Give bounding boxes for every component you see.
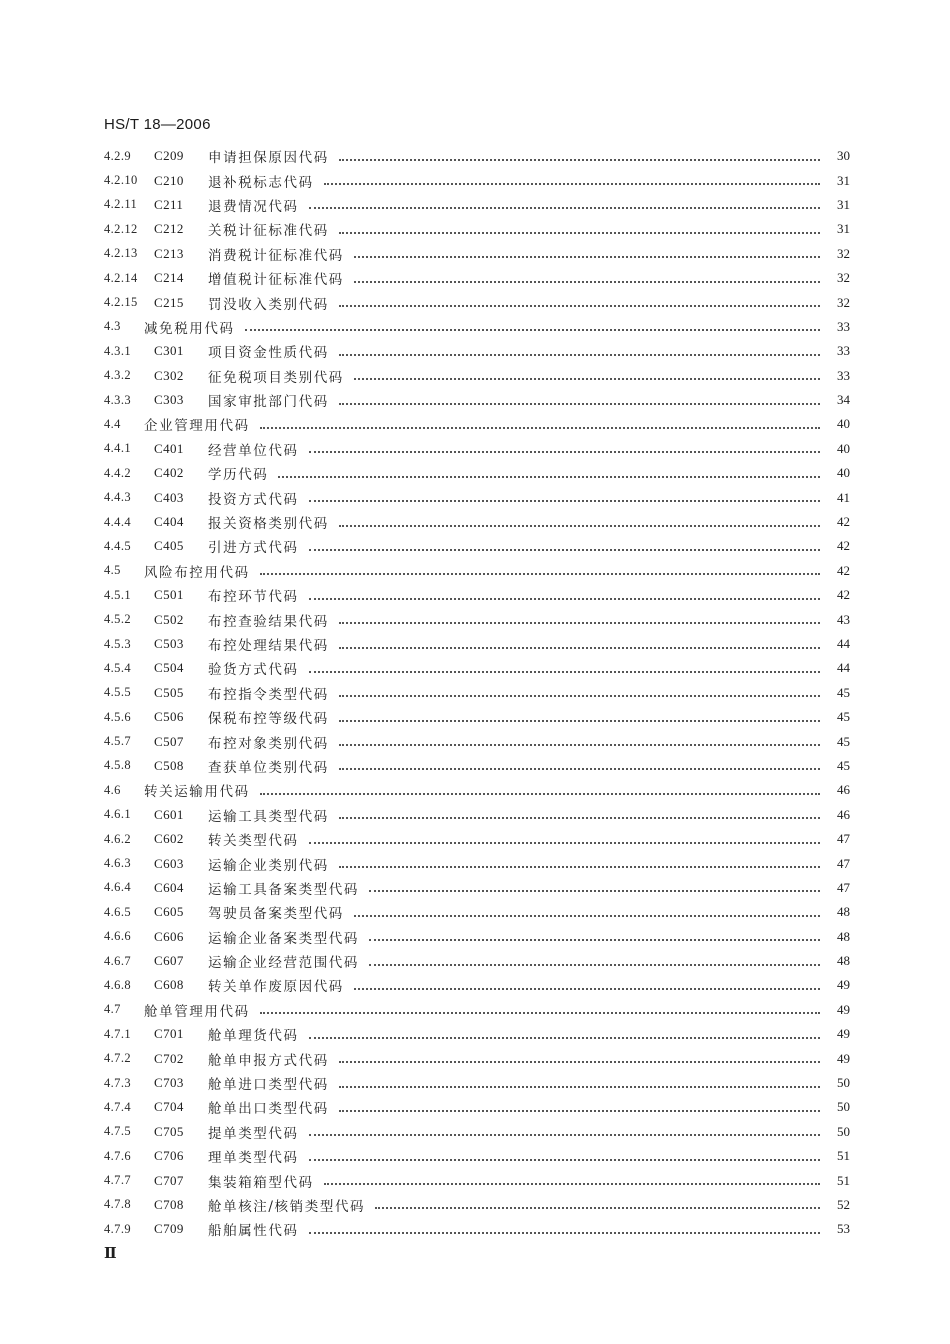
toc-entry-number: 4.2.13 xyxy=(104,246,138,261)
toc-entry-code: C405 xyxy=(154,538,184,554)
toc-entry-number: 4.6.7 xyxy=(104,953,131,968)
toc-entry-number: 4.6 xyxy=(104,782,121,797)
toc-entry[interactable] xyxy=(104,559,850,583)
dot-leader xyxy=(324,1182,820,1185)
toc-entry-page: 44 xyxy=(837,636,850,651)
toc-entry-page: 45 xyxy=(837,733,850,749)
toc-entry-code: C602 xyxy=(154,831,184,847)
toc-entry-number: 4.6.4 xyxy=(104,880,131,895)
toc-entry-code: C215 xyxy=(154,294,184,310)
toc-entry-code: C606 xyxy=(154,928,184,944)
toc-entry-page: 33 xyxy=(837,343,850,359)
dot-leader xyxy=(369,889,820,892)
toc-entry-number: 4.7.2 xyxy=(104,1051,131,1066)
toc-entry-page: 47 xyxy=(837,831,850,847)
toc-entry-code: C214 xyxy=(154,270,184,286)
toc-entry[interactable] xyxy=(104,364,850,388)
toc-entry-page: 49 xyxy=(837,1050,850,1066)
toc-entry-page: 40 xyxy=(837,416,850,432)
toc-entry[interactable] xyxy=(104,949,850,973)
toc-entry-number: 4.4.2 xyxy=(104,465,131,480)
page-number-roman: Ⅱ xyxy=(104,1246,117,1262)
dot-leader xyxy=(309,1231,820,1234)
toc-entry-title: 布控对象类别代码 xyxy=(208,735,329,752)
toc-entry-number: 4.5.1 xyxy=(104,587,131,602)
toc-entry[interactable] xyxy=(104,485,850,509)
toc-entry-code: C401 xyxy=(154,440,184,456)
toc-entry-page: 49 xyxy=(837,1026,850,1042)
toc-entry-code: C706 xyxy=(154,1148,184,1164)
toc-entry-number: 4.5.2 xyxy=(104,612,131,627)
toc-entry[interactable] xyxy=(104,876,850,900)
dot-leader xyxy=(278,475,820,478)
toc-entry-code: C404 xyxy=(154,514,184,530)
toc-entry-title: 退费情况代码 xyxy=(208,198,299,215)
toc-entry-page: 45 xyxy=(837,757,850,773)
toc-entry-number: 4.5.4 xyxy=(104,660,131,675)
toc-entry-title: 舱单进口类型代码 xyxy=(208,1077,329,1094)
dot-leader xyxy=(339,353,820,356)
toc-entry-page: 31 xyxy=(837,172,850,188)
dot-leader xyxy=(260,572,820,575)
toc-entry-page: 43 xyxy=(837,611,850,627)
toc-entry-number: 4.2.11 xyxy=(104,197,138,212)
toc-entry[interactable] xyxy=(104,851,850,875)
toc-entry-title: 舱单核注/核销类型代码 xyxy=(208,1198,366,1215)
toc-entry-number: 4.5.7 xyxy=(104,734,131,749)
toc-entry[interactable] xyxy=(104,437,850,461)
toc-entry[interactable] xyxy=(104,461,850,485)
toc-entry-page: 42 xyxy=(837,562,850,578)
toc-entry[interactable] xyxy=(104,1046,850,1070)
dot-leader xyxy=(324,182,820,185)
toc-entry-page: 31 xyxy=(837,221,850,237)
toc-entry-page: 48 xyxy=(837,928,850,944)
toc-entry-page: 46 xyxy=(837,806,850,822)
toc-entry[interactable] xyxy=(104,290,850,314)
toc-entry-title: 风险布控用代码 xyxy=(144,564,250,581)
toc-entry[interactable] xyxy=(104,583,850,607)
dot-leader xyxy=(339,1109,820,1112)
toc-entry-page: 48 xyxy=(837,904,850,920)
dot-leader xyxy=(354,914,820,917)
toc-entry-title: 退补税标志代码 xyxy=(208,174,314,191)
dot-leader xyxy=(339,719,820,722)
toc-entry-title: 保税布控等级代码 xyxy=(208,711,329,728)
toc-entry-page: 50 xyxy=(837,1099,850,1115)
dot-leader xyxy=(339,621,820,624)
document-code: HS/T 18—2006 xyxy=(104,116,211,133)
toc-entry-number: 4.5.5 xyxy=(104,685,131,700)
toc-entry[interactable] xyxy=(104,1144,850,1168)
toc-entry-page: 51 xyxy=(837,1172,850,1188)
toc-entry-code: C708 xyxy=(154,1196,184,1212)
toc-entry-title: 船舶属性代码 xyxy=(208,1223,299,1240)
dot-leader xyxy=(339,1060,820,1063)
toc-entry-title: 转关类型代码 xyxy=(208,833,299,850)
toc-entry-number: 4.7.1 xyxy=(104,1026,131,1041)
toc-entry-code: C709 xyxy=(154,1221,184,1237)
toc-entry-number: 4.4.4 xyxy=(104,514,131,529)
toc-entry[interactable] xyxy=(104,1193,850,1217)
toc-entry[interactable] xyxy=(104,1022,850,1046)
toc-entry-title: 项目资金性质代码 xyxy=(208,345,329,362)
toc-entry-title: 罚没收入类别代码 xyxy=(208,296,329,313)
toc-entry-title: 验货方式代码 xyxy=(208,662,299,679)
toc-entry-page: 42 xyxy=(837,538,850,554)
toc-entry[interactable] xyxy=(104,827,850,851)
toc-entry-title: 舱单理货代码 xyxy=(208,1028,299,1045)
toc-entry[interactable] xyxy=(104,388,850,412)
toc-entry-title: 舱单管理用代码 xyxy=(144,1003,250,1020)
dot-leader xyxy=(354,377,820,380)
toc-entry-title: 减免税用代码 xyxy=(144,320,235,337)
toc-entry-page: 34 xyxy=(837,392,850,408)
toc-entry-page: 32 xyxy=(837,245,850,261)
toc-entry-page: 33 xyxy=(837,318,850,334)
toc-entry-page: 40 xyxy=(837,440,850,456)
toc-entry-code: C603 xyxy=(154,855,184,871)
toc-entry-title: 经营单位代码 xyxy=(208,442,299,459)
toc-entry[interactable] xyxy=(104,1217,850,1241)
toc-entry-code: C705 xyxy=(154,1123,184,1139)
toc-entry-code: C601 xyxy=(154,806,184,822)
toc-entry-title: 引进方式代码 xyxy=(208,540,299,557)
toc-entry[interactable] xyxy=(104,754,850,778)
toc-entry-number: 4.5.8 xyxy=(104,758,131,773)
dot-leader xyxy=(339,865,820,868)
toc-entry-title: 报关资格类别代码 xyxy=(208,516,329,533)
dot-leader xyxy=(339,646,820,649)
toc-entry[interactable] xyxy=(104,339,850,363)
dot-leader xyxy=(339,524,820,527)
toc-entry[interactable] xyxy=(104,925,850,949)
toc-entry-code: C501 xyxy=(154,587,184,603)
toc-entry-code: C212 xyxy=(154,221,184,237)
toc-entry[interactable] xyxy=(104,1120,850,1144)
toc-entry-number: 4.5.3 xyxy=(104,636,131,651)
dot-leader xyxy=(354,255,820,258)
toc-entry-number: 4.5.6 xyxy=(104,709,131,724)
toc-entry-page: 51 xyxy=(837,1148,850,1164)
toc-entry[interactable] xyxy=(104,778,850,802)
dot-leader xyxy=(369,938,820,941)
toc-entry-page: 50 xyxy=(837,1075,850,1091)
toc-entry-title: 运输企业类别代码 xyxy=(208,857,329,874)
toc-entry[interactable] xyxy=(104,900,850,924)
toc-entry-number: 4.4.5 xyxy=(104,538,131,553)
toc-entry-number: 4.7.7 xyxy=(104,1173,131,1188)
toc-entry-number: 4.3 xyxy=(104,319,121,334)
toc-entry-page: 45 xyxy=(837,684,850,700)
dot-leader xyxy=(260,426,820,429)
toc-entry[interactable] xyxy=(104,315,850,339)
dot-leader xyxy=(339,402,820,405)
toc-entry-number: 4.6.6 xyxy=(104,929,131,944)
dot-leader xyxy=(339,1085,820,1088)
toc-entry-code: C402 xyxy=(154,465,184,481)
dot-leader xyxy=(339,694,820,697)
dot-leader xyxy=(309,450,820,453)
dot-leader xyxy=(339,743,820,746)
dot-leader xyxy=(339,767,820,770)
toc-entry-number: 4.7 xyxy=(104,1002,121,1017)
toc-entry-title: 布控指令类型代码 xyxy=(208,686,329,703)
toc-entry-title: 驾驶员备案类型代码 xyxy=(208,906,344,923)
dot-leader xyxy=(339,304,820,307)
dot-leader xyxy=(309,548,820,551)
toc-entry-title: 运输企业备案类型代码 xyxy=(208,930,359,947)
toc-entry-title: 运输工具类型代码 xyxy=(208,808,329,825)
dot-leader xyxy=(260,792,820,795)
toc-entry-code: C302 xyxy=(154,367,184,383)
toc-entry[interactable] xyxy=(104,1071,850,1095)
toc-entry[interactable] xyxy=(104,803,850,827)
toc-entry-title: 学历代码 xyxy=(208,467,269,484)
table-of-contents xyxy=(104,144,850,1242)
toc-entry[interactable] xyxy=(104,656,850,680)
toc-entry-title: 集装箱箱型代码 xyxy=(208,1174,314,1191)
toc-entry-code: C701 xyxy=(154,1026,184,1042)
toc-entry-number: 4.6.5 xyxy=(104,904,131,919)
toc-entry-number: 4.3.3 xyxy=(104,392,131,407)
toc-entry-code: C608 xyxy=(154,977,184,993)
toc-entry-title: 舱单申报方式代码 xyxy=(208,1052,329,1069)
toc-entry-title: 关税计征标准代码 xyxy=(208,223,329,240)
toc-entry-code: C301 xyxy=(154,343,184,359)
toc-entry-number: 4.2.10 xyxy=(104,173,138,188)
toc-entry-title: 申请担保原因代码 xyxy=(208,150,329,167)
dot-leader xyxy=(309,841,820,844)
toc-entry[interactable] xyxy=(104,607,850,631)
toc-entry-page: 50 xyxy=(837,1123,850,1139)
dot-leader xyxy=(309,1133,820,1136)
dot-leader xyxy=(339,816,820,819)
toc-entry-number: 4.6.3 xyxy=(104,856,131,871)
toc-entry-code: C605 xyxy=(154,904,184,920)
toc-entry-page: 53 xyxy=(837,1221,850,1237)
dot-leader xyxy=(369,963,820,966)
toc-entry-code: C403 xyxy=(154,489,184,505)
toc-entry[interactable] xyxy=(104,973,850,997)
toc-entry[interactable] xyxy=(104,534,850,558)
toc-entry-number: 4.3.1 xyxy=(104,343,131,358)
toc-entry[interactable] xyxy=(104,412,850,436)
toc-entry-page: 44 xyxy=(837,660,850,676)
toc-entry-title: 消费税计征标准代码 xyxy=(208,247,344,264)
toc-entry-page: 47 xyxy=(837,879,850,895)
toc-entry-title: 国家审批部门代码 xyxy=(208,394,329,411)
toc-entry-page: 31 xyxy=(837,196,850,212)
toc-entry-page: 49 xyxy=(837,977,850,993)
toc-entry-page: 42 xyxy=(837,514,850,530)
dot-leader xyxy=(309,597,820,600)
toc-entry-title: 布控处理结果代码 xyxy=(208,638,329,654)
toc-entry-page: 49 xyxy=(837,1001,850,1017)
toc-entry-code: C503 xyxy=(154,636,184,651)
toc-entry-page: 46 xyxy=(837,782,850,798)
dot-leader xyxy=(354,280,820,283)
toc-entry-number: 4.7.8 xyxy=(104,1197,131,1212)
toc-entry-page: 45 xyxy=(837,709,850,725)
toc-entry-number: 4.6.2 xyxy=(104,831,131,846)
toc-entry-code: C508 xyxy=(154,757,184,773)
toc-entry[interactable] xyxy=(104,998,850,1022)
toc-entry-title: 企业管理用代码 xyxy=(144,418,250,435)
toc-entry-number: 4.7.6 xyxy=(104,1148,131,1163)
toc-entry-page: 32 xyxy=(837,294,850,310)
toc-entry-number: 4.2.14 xyxy=(104,270,138,285)
toc-entry[interactable] xyxy=(104,168,850,192)
toc-entry[interactable] xyxy=(104,193,850,217)
toc-entry[interactable] xyxy=(104,705,850,729)
dot-leader xyxy=(339,158,820,161)
toc-entry-title: 理单类型代码 xyxy=(208,1150,299,1167)
toc-entry-number: 4.4 xyxy=(104,416,121,431)
dot-leader xyxy=(309,1158,820,1161)
toc-entry-code: C707 xyxy=(154,1172,184,1188)
toc-entry[interactable] xyxy=(104,217,850,241)
dot-leader xyxy=(309,499,820,502)
toc-entry-page: 47 xyxy=(837,855,850,871)
toc-entry-code: C702 xyxy=(154,1050,184,1066)
toc-entry-page: 42 xyxy=(837,587,850,603)
toc-entry-code: C607 xyxy=(154,953,184,969)
toc-entry-title: 布控查验结果代码 xyxy=(208,613,329,630)
toc-entry-page: 33 xyxy=(837,367,850,383)
toc-entry-page: 48 xyxy=(837,953,850,969)
toc-entry-number: 4.7.4 xyxy=(104,1099,131,1114)
toc-entry-number: 4.2.15 xyxy=(104,295,138,310)
toc-entry-number: 4.6.8 xyxy=(104,977,131,992)
toc-entry-page: 52 xyxy=(837,1196,850,1212)
toc-entry-code: C504 xyxy=(154,660,184,676)
dot-leader xyxy=(309,206,820,209)
toc-entry-code: C506 xyxy=(154,709,184,725)
toc-entry-code: C703 xyxy=(154,1075,184,1091)
dot-leader xyxy=(260,1011,820,1014)
toc-entry-page: 32 xyxy=(837,270,850,286)
toc-entry-title: 转关运输用代码 xyxy=(144,784,250,801)
dot-leader xyxy=(339,231,820,234)
toc-entry-code: C209 xyxy=(154,148,184,164)
toc-entry-code: C210 xyxy=(154,172,184,188)
toc-entry-page: 40 xyxy=(837,465,850,481)
toc-entry[interactable] xyxy=(104,632,850,656)
toc-entry-number: 4.5 xyxy=(104,563,121,578)
toc-entry-number: 4.7.9 xyxy=(104,1221,131,1236)
toc-entry-number: 4.7.3 xyxy=(104,1075,131,1090)
dot-leader xyxy=(354,987,820,990)
toc-entry-number: 4.2.12 xyxy=(104,221,138,236)
toc-entry-page: 30 xyxy=(837,148,850,164)
toc-entry-title: 运输企业经营范围代码 xyxy=(208,955,359,972)
toc-entry-number: 4.2.9 xyxy=(104,148,131,163)
toc-entry[interactable] xyxy=(104,242,850,266)
toc-entry-code: C704 xyxy=(154,1099,184,1115)
toc-entry[interactable] xyxy=(104,266,850,290)
toc-entry-title: 征免税项目类别代码 xyxy=(208,369,344,386)
toc-entry-number: 4.4.3 xyxy=(104,490,131,505)
toc-entry-code: C502 xyxy=(154,611,184,627)
toc-entry-title: 投资方式代码 xyxy=(208,491,299,508)
toc-entry-title: 舱单出口类型代码 xyxy=(208,1101,329,1118)
toc-entry-code: C505 xyxy=(154,684,184,700)
toc-entry-title: 增值税计征标准代码 xyxy=(208,272,344,289)
toc-entry[interactable] xyxy=(104,1168,850,1192)
toc-entry-title: 提单类型代码 xyxy=(208,1125,299,1142)
toc-entry-title: 运输工具备案类型代码 xyxy=(208,881,359,898)
toc-entry-code: C211 xyxy=(154,196,184,212)
dot-leader xyxy=(309,1036,820,1039)
toc-entry[interactable] xyxy=(104,1095,850,1119)
toc-entry-title: 布控环节代码 xyxy=(208,589,299,606)
toc-entry[interactable] xyxy=(104,681,850,705)
toc-entry[interactable] xyxy=(104,144,850,168)
toc-entry-code: C303 xyxy=(154,392,184,408)
dot-leader xyxy=(375,1206,820,1209)
toc-entry-title: 查获单位类别代码 xyxy=(208,759,329,776)
toc-entry-code: C213 xyxy=(154,245,184,261)
dot-leader xyxy=(309,670,820,673)
toc-entry-number: 4.7.5 xyxy=(104,1124,131,1139)
toc-entry-page: 41 xyxy=(837,489,850,505)
dot-leader xyxy=(245,328,820,331)
toc-entry[interactable] xyxy=(104,729,850,753)
toc-entry-code: C507 xyxy=(154,733,184,749)
toc-entry-code: C604 xyxy=(154,879,184,895)
toc-entry[interactable] xyxy=(104,510,850,534)
toc-entry-number: 4.4.1 xyxy=(104,441,131,456)
toc-entry-title: 转关单作废原因代码 xyxy=(208,979,344,996)
toc-entry-number: 4.6.1 xyxy=(104,807,131,822)
toc-entry-number: 4.3.2 xyxy=(104,368,131,383)
